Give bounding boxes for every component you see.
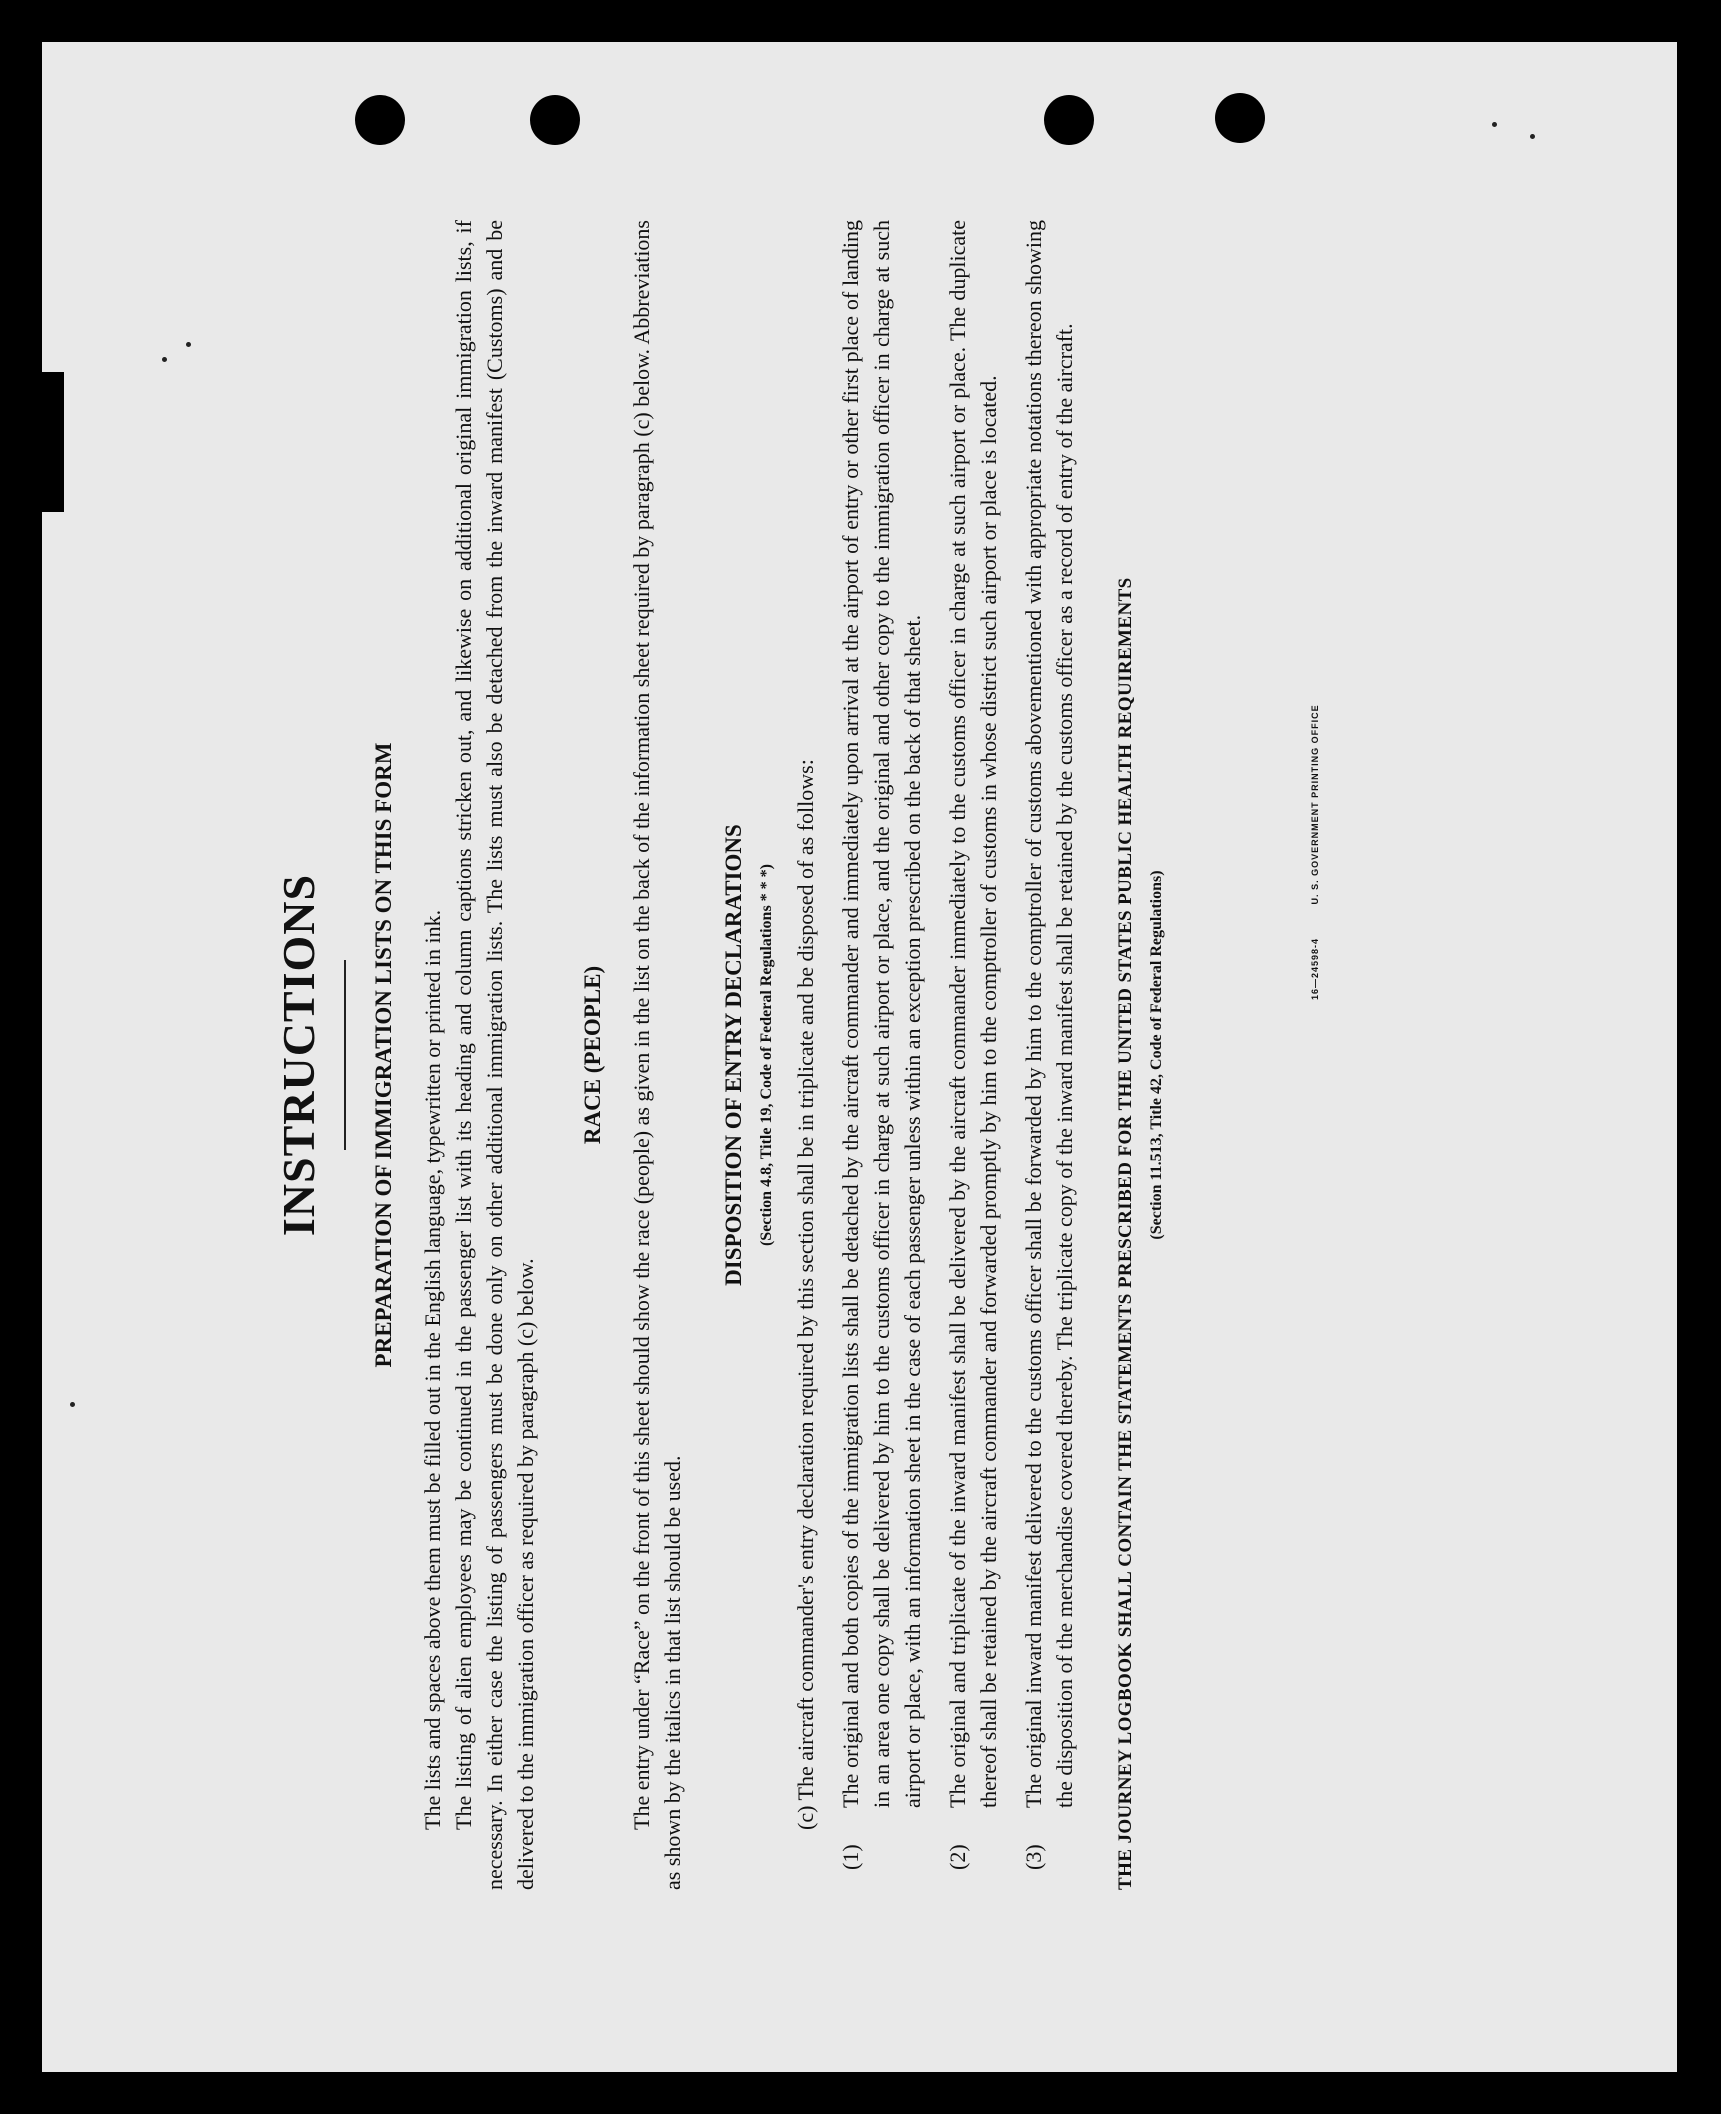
speck bbox=[70, 1402, 75, 1407]
section-heading-disposition: DISPOSITION OF ENTRY DECLARATIONS bbox=[721, 824, 746, 1286]
list-item bbox=[942, 220, 1004, 1890]
list-item-text: The original inward manifest delivered to the customs officer shall be forwarded by him to the comptroller of customs abovementioned with appropriate notations thereon showing the disposition of the merchandise covered thereby. The triplicate copy of the inward manifest shall be retained by the customs officer as a record of entry of the aircraft. bbox=[1021, 220, 1077, 1808]
list-item-text: The original and triplicate of the inward manifest shall be delivered by the aircraft commander immediately to the customs officer in charge at such airport or place. The duplicate thereof shall be retained by the aircraft commander and forwarded promptly by him to the comptroller of customs in whose district such airport or place is located. bbox=[945, 220, 1001, 1808]
disposition-intro: (c) The aircraft commander's entry declaration required by this section shall be in triplicate and be disposed of as follows: bbox=[793, 759, 818, 1830]
torn-edge bbox=[42, 372, 64, 512]
disposition-citation: (Section 4.8, Title 19, Code of Federal Regulations * * *) bbox=[758, 863, 775, 1247]
list-item bbox=[835, 220, 928, 1890]
speck bbox=[186, 342, 191, 347]
title-rule bbox=[344, 960, 346, 1150]
printing-office: U. S. GOVERNMENT PRINTING OFFICE bbox=[1310, 704, 1320, 905]
section-heading-preparation: PREPARATION OF IMMIGRATION LISTS ON THIS FORM bbox=[371, 742, 396, 1368]
list-item bbox=[1018, 220, 1080, 1890]
list-item-text: The original and both copies of the immigration lists shall be detached by the aircraft commander and immediately upon arrival at the airport of entry or other first place of landing in an area one copy shall be delivered by him to the customs officer in charge at such airport or place, and the original and other copy to the immigration officer in charge at such airport or place, with an information sheet in the case of each passenger unless within an exception prescribed on the back of that sheet. bbox=[838, 220, 925, 1808]
speck bbox=[1492, 122, 1497, 127]
rotated-text-block bbox=[260, 220, 1370, 1890]
page-title: INSTRUCTIONS bbox=[273, 873, 324, 1237]
public-health-citation: (Section 11.513, Title 42, Code of Federal Regulations) bbox=[1148, 870, 1165, 1240]
section-heading-race: RACE (PEOPLE) bbox=[580, 965, 605, 1145]
punch-hole bbox=[1044, 95, 1094, 145]
preparation-paragraph-2: The listing of alien employees may be continued in the passenger list with its heading and column captions stricken out, and likewise on additional original immigration lists, if necessary. In either case the listing of passengers must be done only on other additional immigration lists. The lists must also be detached from the inward manifest (Customs) and be delivered to the immigration officer as required by paragraph (c) below. bbox=[451, 220, 538, 1890]
speck bbox=[162, 357, 167, 362]
speck bbox=[1530, 134, 1535, 139]
form-code: 16—24598-4 bbox=[1310, 937, 1320, 1000]
punch-hole bbox=[530, 95, 580, 145]
list-item-number: (2) bbox=[945, 1844, 970, 1870]
public-health-statement: THE JOURNEY LOGBOOK SHALL CONTAIN THE STATEMENTS PRESCRIBED FOR THE UNITED STATES PUBLIC HEALTH REQUIREMENTS bbox=[1115, 577, 1136, 1890]
punch-hole bbox=[355, 95, 405, 145]
punch-hole bbox=[1215, 93, 1265, 143]
list-item-number: (1) bbox=[838, 1844, 863, 1870]
race-paragraph: The entry under “Race” on the front of this sheet should show the race (people) as given in the list on the back of the information sheet required by paragraph (c) below. Abbreviations as shown by the italics in that list should be used. bbox=[629, 220, 685, 1890]
printer-imprint bbox=[1300, 400, 1331, 1000]
list-item-number: (3) bbox=[1021, 1844, 1046, 1870]
preparation-paragraph-1: The lists and spaces above them must be filled out in the English language, typewritten or printed in ink. bbox=[420, 909, 445, 1830]
